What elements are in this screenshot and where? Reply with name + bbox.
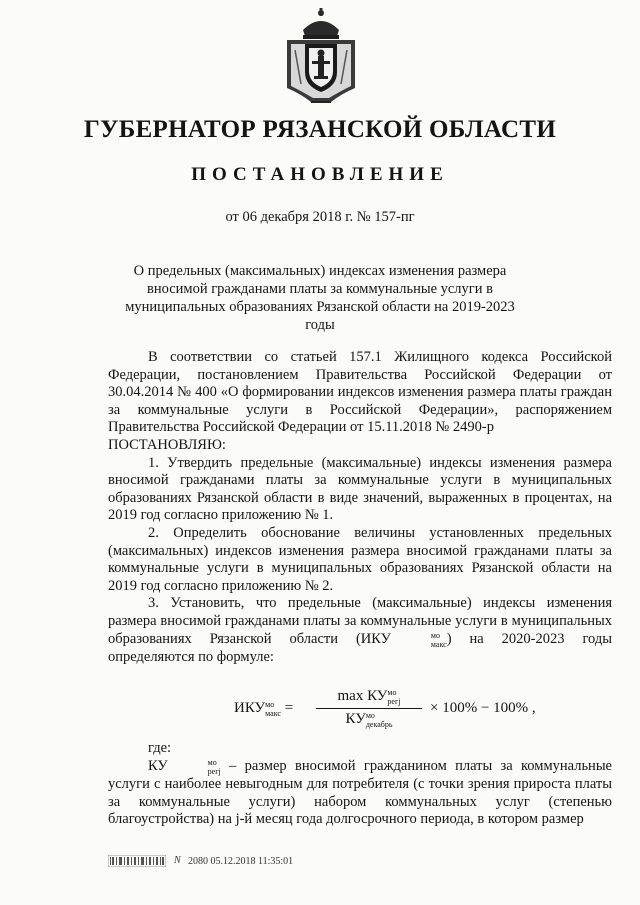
barcode-stamp-icon (108, 855, 166, 867)
clause-3-start: 3. Установить, что предельные (максимальные) индексы изменения размера вносимой гражданами платы за коммунальные услуги в муниципальных образованиях Рязанской области ( (108, 595, 612, 647)
clause-3 (108, 595, 612, 666)
definition-text: – размер вносимой гражданином платы за коммунальные услуги с наиболее невыгодным для потребителя (с точки зрения прироста платы за коммунальные услуги) набором коммунальных услуг (степенью благоустройства) на j-й месяц года долгосрочного периода, в котором размер (108, 758, 612, 828)
decree-body (108, 349, 612, 666)
formula-denominator: КУ мо декабрь (345, 711, 393, 729)
inline-iku-symbol: ИКУ мо макс (360, 630, 447, 649)
index-formula (234, 688, 534, 732)
where-label: где: (148, 740, 172, 756)
clause-2: 2. Определить обоснование величины установленных предельных (максимальных) индексов изменения размера вносимой гражданами платы за коммунальные услуги в муниципальных образованиях Рязанской области на 2019 год согласно приложению № 2. (108, 524, 612, 594)
clause-1: 1. Утвердить предельные (максимальные) индексы изменения размера вносимой гражданами платы за коммунальные услуги в муниципальных образованиях Рязанской области в виде значений, выраженных в процентах, на 2019 год согласно приложению № 1. (108, 454, 612, 524)
definition-paragraph (108, 758, 612, 829)
formula-rhs: × 100% − 100% , (430, 700, 536, 716)
footer-mark: N (174, 855, 181, 866)
preamble-paragraph: В соответствии со статьей 157.1 Жилищного кодекса Российской Федерации, постановлением Правительства Российской Федерации от 30.04.2014 № 400 «О формировании индексов изменения размера платы граждан за коммунальные услуги в Российской Федерации», распоряжением Правительства Российской Федерации от 15.11.2018 № 2490-р (108, 349, 612, 436)
formula-fraction (316, 688, 422, 729)
formula-numerator: max КУ мо регj (316, 688, 422, 709)
governor-title: ГУБЕРНАТОР РЯЗАНСКОЙ ОБЛАСТИ (83, 116, 557, 143)
resolve-word: ПОСТАНОВЛЯЮ: (108, 436, 226, 453)
decree-date-number: от 06 декабря 2018 г. № 157-пг (225, 209, 415, 225)
subject-line: муниципальных образованиях Рязанской области на 2019-2023 годы (125, 299, 515, 333)
clause-3-end: ) на 2020-2023 годы определяются по формуле: (108, 630, 612, 665)
ku-symbol: КУ мо регj (148, 758, 221, 776)
subject-line: О предельных (максимальных) индексах изменения размера (133, 263, 507, 279)
decree-subject (110, 262, 530, 334)
coat-of-arms-emblem (281, 6, 361, 106)
formula-lhs: ИКУ мо макс = (234, 700, 294, 718)
subject-line: вносимой гражданами платы за коммунальные услуги в (147, 281, 493, 297)
footer-registration-text: 2080 05.12.2018 11:35:01 (188, 856, 294, 867)
decree-kind-heading: ПОСТАНОВЛЕНИЕ (191, 164, 449, 185)
